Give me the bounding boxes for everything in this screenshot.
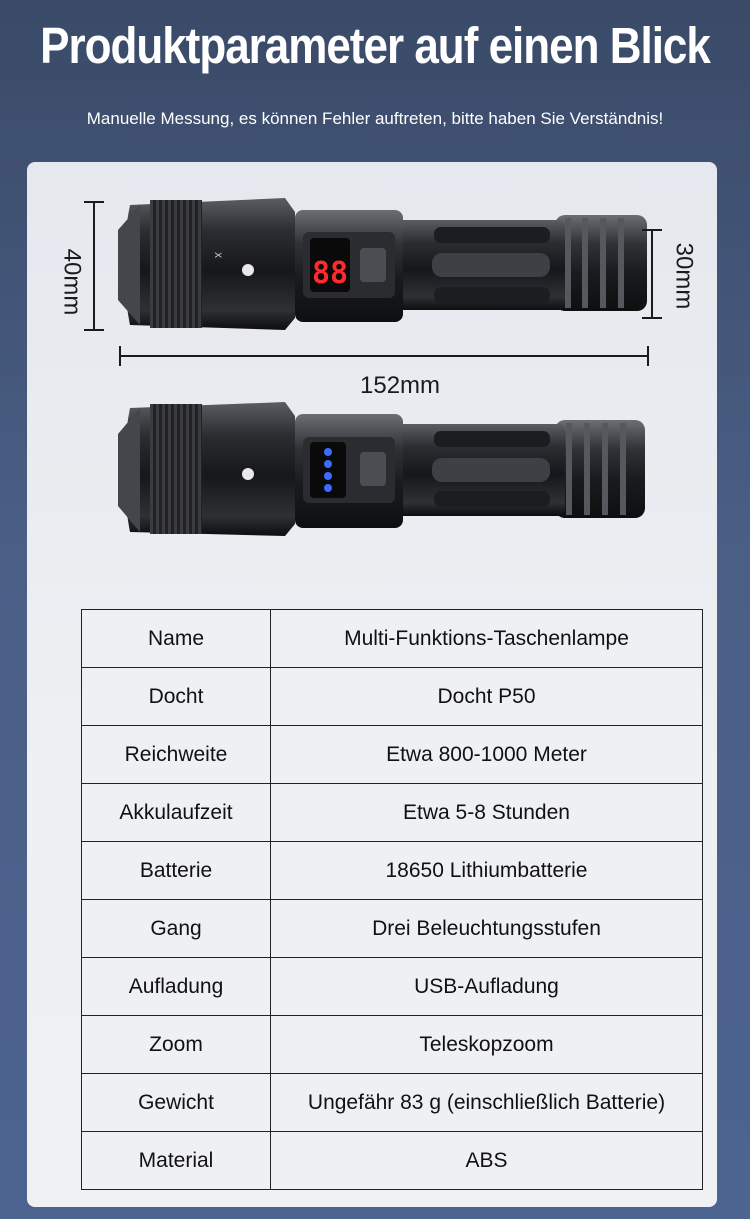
spec-key: Gang xyxy=(82,900,271,958)
spec-value: Drei Beleuchtungsstufen xyxy=(271,900,703,958)
table-row xyxy=(82,1132,703,1190)
spec-value: USB-Aufladung xyxy=(271,958,703,1016)
spec-value: Docht P50 xyxy=(271,668,703,726)
height-left-label: 40mm xyxy=(58,248,86,316)
table-row xyxy=(82,784,703,842)
spec-key: Reichweite xyxy=(82,726,271,784)
table-row xyxy=(82,842,703,900)
table-row xyxy=(82,1016,703,1074)
spec-value: Multi-Funktions-Taschenlampe xyxy=(271,610,703,668)
flashlight-bottom xyxy=(118,402,645,536)
spec-value: ABS xyxy=(271,1132,703,1190)
spec-key: Name xyxy=(82,610,271,668)
table-row xyxy=(82,958,703,1016)
flashlight-illustration xyxy=(0,0,750,600)
spec-value: Teleskopzoom xyxy=(271,1016,703,1074)
flashlight-top xyxy=(118,198,647,330)
spec-key: Zoom xyxy=(82,1016,271,1074)
spec-key: Gewicht xyxy=(82,1074,271,1132)
length-label: 152mm xyxy=(360,372,441,399)
display-digits: 88 xyxy=(311,256,349,291)
table-row xyxy=(82,610,703,668)
spec-key: Material xyxy=(82,1132,271,1190)
table-row xyxy=(82,726,703,784)
height-right-label: 30mm xyxy=(670,242,698,310)
spec-key: Akkulaufzeit xyxy=(82,784,271,842)
svg-text:X: X xyxy=(212,252,222,259)
table-row xyxy=(82,668,703,726)
table-row xyxy=(82,900,703,958)
spec-key: Docht xyxy=(82,668,271,726)
spec-value: Etwa 800-1000 Meter xyxy=(271,726,703,784)
spec-value: 18650 Lithiumbatterie xyxy=(271,842,703,900)
spec-value: Ungefähr 83 g (einschließlich Batterie) xyxy=(271,1074,703,1132)
table-row xyxy=(82,1074,703,1132)
spec-key: Aufladung xyxy=(82,958,271,1016)
spec-table xyxy=(81,609,703,1190)
spec-value: Etwa 5-8 Stunden xyxy=(271,784,703,842)
spec-key: Batterie xyxy=(82,842,271,900)
page-subtitle: Manuelle Messung, es können Fehler auftreten, bitte haben Sie Verständnis! xyxy=(86,109,664,128)
page-title: Produktparameter auf einen Blick xyxy=(40,18,710,75)
